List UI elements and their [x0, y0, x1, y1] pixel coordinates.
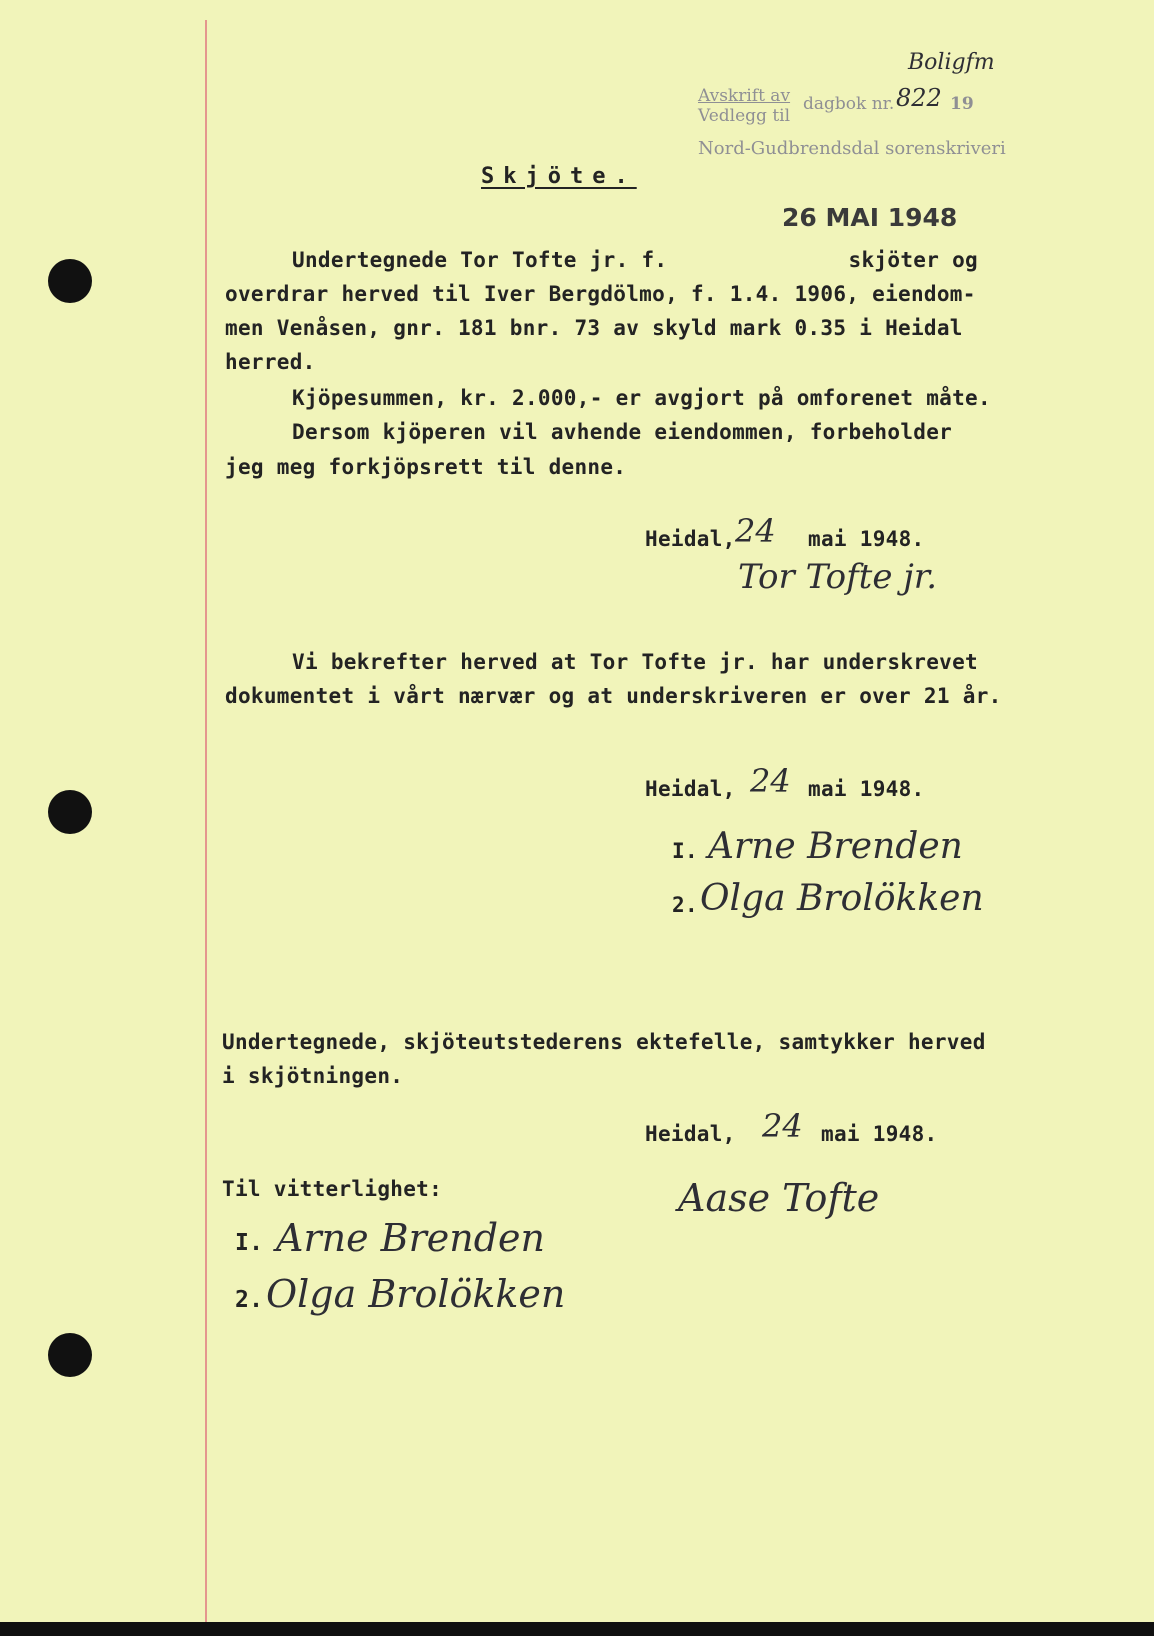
witness2-signature: Olga Brolökken	[266, 1272, 566, 1316]
witness2-signature: Arne Brenden	[276, 1216, 545, 1260]
place-date3-place: Heidal,	[645, 1122, 736, 1146]
witness-number: I.	[672, 839, 698, 863]
stamp-line1: Avskrift av	[698, 86, 791, 106]
place-date2-place: Heidal,	[645, 777, 736, 801]
spouse-statement-line: i skjötningen.	[222, 1064, 404, 1088]
witness-statement-line: Vi bekrefter herved at Tor Tofte jr. har underskrevet	[292, 650, 978, 674]
place-date2-rest: mai 1948.	[808, 777, 925, 801]
witness2-number: I.	[235, 1230, 264, 1256]
witness-signature: Arne Brenden	[708, 826, 963, 867]
til-vitterlighet-label: Til vitterlighet:	[222, 1177, 443, 1201]
paragraph1-line: overdrar herved til Iver Bergdölmo, f. 1.4. 1906, eiendom-	[225, 282, 976, 306]
paragraph1-line: men Venåsen, gnr. 181 bnr. 73 av skyld mark 0.35 i Heidal	[225, 316, 963, 340]
stamp-dagbok-year: 19	[950, 94, 974, 114]
received-date-stamp: 26 MAI 1948	[782, 203, 958, 232]
paragraph3-line: jeg meg forkjöpsrett til denne.	[225, 455, 627, 479]
place-date1-rest: mai 1948.	[808, 527, 925, 551]
paragraph1-line: herred.	[225, 350, 316, 374]
signature-tor-tofte: Tor Tofte jr.	[738, 557, 938, 597]
punch-hole-icon	[48, 1333, 92, 1377]
witness2-number: 2.	[235, 1287, 264, 1313]
punch-hole-icon	[48, 790, 92, 834]
punch-hole-icon	[48, 259, 92, 303]
stamp-office: Nord-Gudbrendsdal sorenskriveri	[698, 138, 1006, 159]
spouse-statement-line: Undertegnede, skjöteutstederens ektefelle, samtykker herved	[222, 1030, 986, 1054]
paragraph1-line: Undertegnede Tor Tofte jr. f. skjöter og	[292, 248, 978, 272]
stamp-dagbok-label: dagbok nr.	[803, 94, 895, 114]
document-title: Skjöte.	[481, 164, 637, 189]
stamp-dagbok-number: 822	[896, 84, 942, 112]
paragraph3-line: Dersom kjöperen vil avhende eiendommen, forbeholder	[292, 420, 953, 444]
signature-aase-tofte: Aase Tofte	[678, 1176, 880, 1220]
margin-line	[205, 20, 207, 1622]
stamp-handwritten-note: Boligfm	[908, 50, 995, 75]
witness-statement-line: dokumentet i vårt nærvær og at underskriveren er over 21 år.	[225, 684, 1002, 708]
place-date1-day: 24	[735, 512, 776, 550]
witness-signature: Olga Brolökken	[700, 878, 984, 919]
paragraph2: Kjöpesummen, kr. 2.000,- er avgjort på omforenet måte.	[292, 386, 991, 410]
place-date3-rest: mai 1948.	[821, 1122, 938, 1146]
stamp-line2: Vedlegg til	[698, 106, 791, 126]
place-date3-day: 24	[762, 1107, 803, 1145]
place-date2-day: 24	[750, 762, 791, 800]
place-date1-place: Heidal,	[645, 527, 736, 551]
witness-number: 2.	[672, 893, 698, 917]
